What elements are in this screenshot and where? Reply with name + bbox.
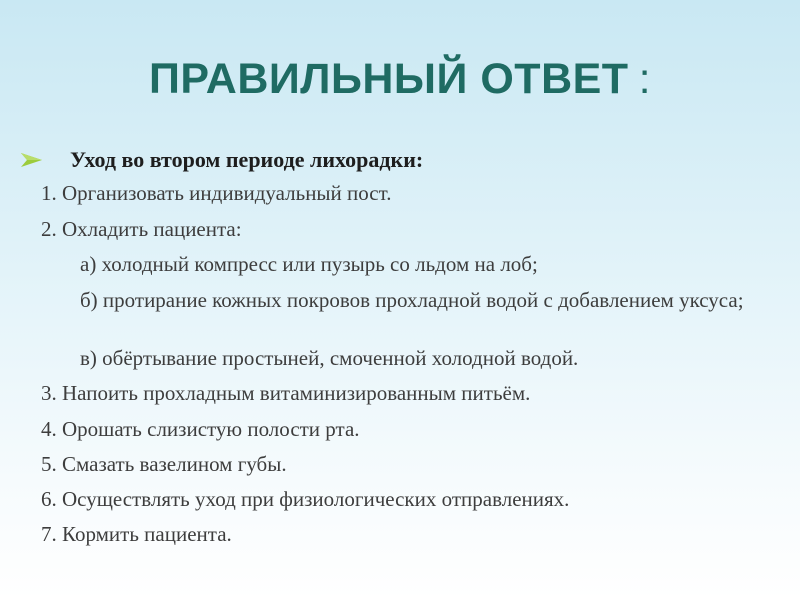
title-text: ПРАВИЛЬНЫЙ ОТВЕТ <box>148 55 629 103</box>
list-item-6: 6. Осуществлять уход при физиологических отправлениях. <box>41 487 570 511</box>
title-colon: : <box>638 55 652 103</box>
sub-item-a: а) холодный компресс или пузырь со льдом на лоб; <box>80 252 538 276</box>
list-item-3: 3. Напоить прохладным витаминизированным питьём. <box>41 381 531 405</box>
sub-item-c: в) обёртывание простыней, смоченной холодной водой. <box>80 346 579 370</box>
section-heading: Уход во втором периоде лихорадки: <box>70 147 424 172</box>
list-item-1: 1. Организовать индивидуальный пост. <box>41 181 392 205</box>
arrow-right-icon <box>20 150 44 170</box>
list-item-5: 5. Смазать вазелином губы. <box>41 452 287 476</box>
list-item-2: 2. Охладить пациента: <box>41 217 242 241</box>
slide-title <box>0 52 800 106</box>
heading-bullet-row <box>20 144 423 176</box>
list-item-4: 4. Орошать слизистую полости рта. <box>41 417 360 441</box>
sub-item-b: б) протирание кожных покровов прохладной водой с добавлением уксуса; <box>80 288 744 312</box>
list-item-7: 7. Кормить пациента. <box>41 522 232 546</box>
